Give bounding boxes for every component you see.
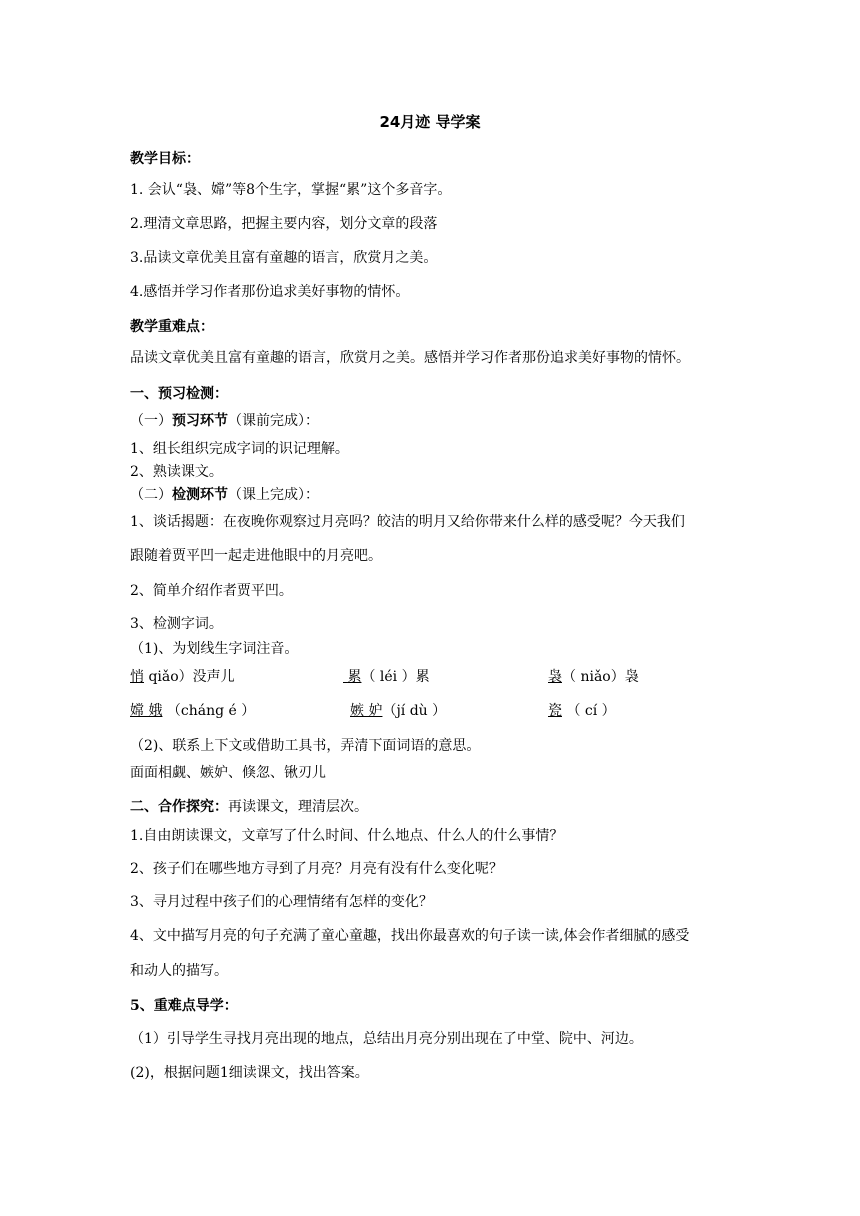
underlined-char: 嫦 娥: [130, 703, 163, 719]
pinyin-entry: [343, 668, 430, 686]
inquiry-item: 2、孩子们在哪些地方寻到了月亮？月亮有没有什么变化呢？: [130, 861, 503, 877]
underlined-char: 袅: [548, 669, 562, 685]
underlined-char-text: 累: [347, 669, 362, 685]
guide-item: (2)，根据问题1细读课文，找出答案。: [130, 1065, 369, 1081]
pinyin-text: （ cí ）: [562, 703, 616, 719]
underlined-char: 瓷: [548, 703, 562, 719]
check-question-cont: 跟随着贾平凹一起走进他眼中的月亮吧。: [130, 548, 382, 564]
inquiry-item: 1.自由朗读课文，文章写了什么时间、什么地点、什么人的什么事情？: [130, 828, 564, 844]
check-label: 检测环节: [172, 487, 228, 503]
guide-item: （1）引导学生寻找月亮出现的地点，总结出月亮分别出现在了中堂、院中、河边。: [130, 1031, 643, 1047]
section2-heading: [130, 798, 368, 816]
check-subquestion: （1)、为划线生字词注音。: [130, 641, 299, 657]
check-suffix: （课上完成）：: [228, 487, 319, 503]
pinyin-text: qiǎo）没声儿: [144, 669, 235, 685]
inquiry-item: 3、寻月过程中孩子们的心理情绪有怎样的变化？: [130, 894, 433, 910]
section2-heading-rest: 再读课文，理清层次。: [228, 799, 368, 815]
check-question: 2、简单介绍作者贾平凹。: [130, 583, 293, 599]
underlined-char: 悄: [130, 669, 144, 685]
goal-item: 1. 会认“袅、嫦”等8个生字，掌握“累”这个多音字。: [130, 182, 452, 198]
pinyin-text: （ niǎo）袅: [562, 669, 639, 685]
keypoints-text: 品读文章优美且富有童趣的语言，欣赏月之美。感悟并学习作者那份追求美好事物的情怀。: [130, 350, 690, 366]
section5-heading: 5、重难点导学：: [130, 998, 238, 1014]
check-subheading: [130, 486, 319, 504]
pinyin-text: （cháng é ）: [162, 703, 256, 719]
preview-suffix: （课前完成）：: [228, 413, 319, 429]
preview-item: 2、熟读课文。: [130, 464, 223, 480]
keypoints-heading: 教学重难点：: [130, 319, 214, 335]
document-title: 24月迹 导学案: [379, 113, 481, 131]
underlined-char: 嫉 妒: [350, 703, 383, 719]
goal-item: 2.理清文章思路，把握主要内容，划分文章的段落: [130, 216, 438, 232]
check-prefix: （二）: [130, 487, 172, 503]
goal-item: 3.品读文章优美且富有童趣的语言，欣赏月之美。: [130, 250, 438, 266]
preview-label: 预习环节: [172, 413, 228, 429]
vocab-words: 面面相觑、嫉妒、倏忽、锹刃儿: [130, 765, 326, 781]
section2-heading-label: 二、合作探究：: [130, 799, 228, 815]
check-question: 1、谈话揭题：在夜晚你观察过月亮吗？皎洁的明月又给你带来什么样的感受呢？今天我们: [130, 514, 685, 530]
goal-item: 4.感悟并学习作者那份追求美好事物的情怀。: [130, 284, 410, 300]
preview-prefix: （一）: [130, 413, 172, 429]
pinyin-text: （jí dù ）: [382, 703, 447, 719]
preview-item: 1、组长组织完成字词的识记理解。: [130, 441, 349, 457]
pinyin-text: （ léi ）累: [361, 669, 430, 685]
pinyin-entry: [548, 668, 639, 686]
pinyin-entry: [130, 702, 255, 720]
inquiry-item-cont: 和动人的描写。: [130, 963, 228, 979]
pinyin-entry: [130, 668, 235, 686]
underlined-char: [343, 669, 361, 685]
check-subquestion: （2)、联系上下文或借助工具书，弄清下面词语的意思。: [130, 738, 481, 754]
pinyin-entry: [548, 702, 616, 720]
check-question: 3、检测字词。: [130, 616, 223, 632]
goals-heading: 教学目标：: [130, 151, 200, 167]
inquiry-item: 4、文中描写月亮的句子充满了童心童趣，找出你最喜欢的句子读一读,体会作者细腻的感受: [130, 928, 690, 944]
pinyin-entry: [350, 702, 446, 720]
preview-subheading: [130, 412, 319, 430]
section1-heading: 一、预习检测：: [130, 386, 228, 402]
